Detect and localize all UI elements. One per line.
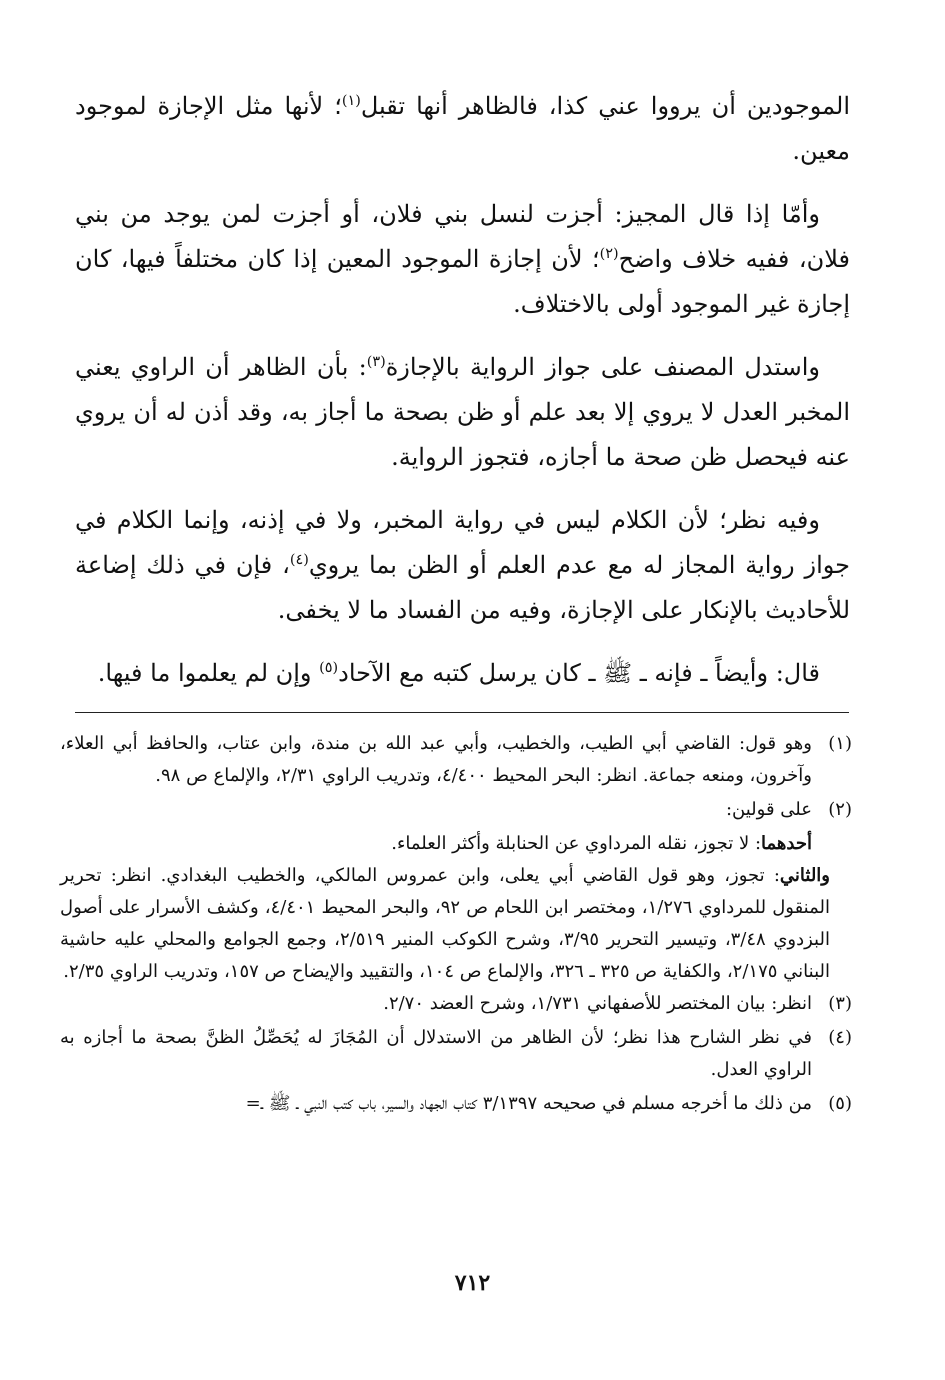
footnote-2 bbox=[60, 794, 852, 826]
paragraph-3 bbox=[75, 345, 850, 480]
p1-tail: ؛ لأنها مثل الإجازة لموجود معين. bbox=[75, 92, 850, 165]
footnote-number: (٣) bbox=[828, 993, 852, 1014]
footnote-number: (٤) bbox=[828, 1027, 852, 1048]
footnote-5 bbox=[60, 1088, 852, 1120]
footnote-text: من ذلك ما أخرجه مسلم في صحيحه ٣/١٣٩٧ كتاب الجهاد والسير، باب كتب النبي ـ ﷺ ـ= bbox=[245, 1093, 812, 1114]
p1-text: الموجودين أن يرووا عني كذا، فالظاهر أنها تقبل bbox=[360, 92, 850, 120]
p5-tail: وإن لم يعلموا ما فيها. bbox=[97, 659, 320, 687]
footnote-text: على قولين: bbox=[725, 799, 812, 820]
paragraph-1 bbox=[75, 84, 850, 174]
p5-text: قال: وأيضاً ـ فإنه ـ ﷺ ـ كان يرسل كتبه مع الآحاد bbox=[338, 659, 820, 687]
paragraph-4 bbox=[75, 498, 850, 633]
footnote-2-second-opinion bbox=[60, 860, 852, 988]
footnote-ref-3[interactable]: (٣) bbox=[366, 354, 386, 370]
footnote-number: (١) bbox=[828, 733, 852, 754]
footnote-ref-5[interactable]: (٥) bbox=[319, 660, 339, 676]
p4-tail: ، فإن في ذلك إضاعة للأحاديث بالإنكار على الإجازة، وفيه من الفساد ما لا يخفى. bbox=[75, 551, 850, 624]
page-number: ٧١٢ bbox=[454, 1270, 491, 1296]
footnote-text: وهو قول: القاضي أبي الطيب، والخطيب، وأبي عبد الله بن مندة، وابن عتاب، والحافظ أبي العلاء، وآخرون، ومنعه جماعة. انظر: البحر المحيط ٤/٤٠٠، وتدريب الراوي ٢/٣١، والإلماع ص ٩٨. bbox=[60, 733, 812, 786]
p2-text: وأمّا إذا قال المجيز: أجزت لنسل بني فلان، أو أجزت لمن يوجد من بني فلان، ففيه خلاف واضح bbox=[75, 200, 850, 273]
opinion-text: : تجوز، وهو قول القاضي أبي يعلى، وابن عمروس المالكي، والخطيب البغدادي. انظر: تحرير المنقول للمرداوي ١/٢٧٦، ومختصر ابن اللحام ص ٩٢، والبحر المحيط ٤/٤٠١، وكشف الأسرار على أصول البزدوي ٣/٤٨، وتيسير التحرير ٣/٩٥، وشرح الكوكب المنير ٢/٥١٩، وجمع الجوامع والمحلي عليه حاشية البناني ٢/١٧٥، والكفاية ص ٣٢٥ ـ ٣٢٦، والإلماع ص ١٠٤، والتقييد والإيضاح ص ١٥٧، وتدريب الراوي ٢/٣٥. bbox=[60, 865, 830, 982]
footnote-2-first-opinion bbox=[60, 828, 852, 860]
footnote-1 bbox=[60, 728, 852, 792]
p2-tail: ؛ لأن إجازة الموجود المعين إذا كان مختلفاً فيها، كان إجازة غير الموجود أولى بالاختلاف. bbox=[75, 245, 850, 318]
paragraph-5 bbox=[75, 651, 850, 696]
footnotes bbox=[60, 728, 852, 1122]
p4-text: وفيه نظر؛ لأن الكلام ليس في رواية المخبر، ولا في إذنه، وإنما الكلام في جواز رواية المجاز له مع عدم العلم أو الظن بما يروي bbox=[75, 506, 851, 579]
footnote-number: (٥) bbox=[828, 1093, 852, 1114]
footnote-ref-4[interactable]: (٤) bbox=[289, 552, 309, 568]
footnote-text: في نظر الشارح هذا نظر؛ لأن الظاهر من الاستدلال أن المُجَازَ له يُحَصِّلُ الظنَّ بصحة ما أجازه به الراوي العدل. bbox=[60, 1027, 812, 1080]
footnote-divider bbox=[75, 712, 849, 713]
p3-text: واستدل المصنف على جواز الرواية بالإجازة bbox=[385, 353, 821, 381]
footnote-3 bbox=[60, 988, 852, 1020]
opinion-label: والثاني bbox=[779, 865, 830, 886]
main-text bbox=[75, 84, 850, 714]
paragraph-2 bbox=[75, 192, 850, 327]
opinion-label: أحدهما bbox=[761, 833, 812, 854]
footnote-text: انظر: بيان المختصر للأصفهاني ١/٧٣١، وشرح العضد ٢/٧٠. bbox=[383, 993, 812, 1014]
footnote-ref-1[interactable]: (١) bbox=[341, 93, 361, 109]
opinion-text: : لا تجوز، نقله المرداوي عن الحنابلة وأكثر العلماء. bbox=[391, 833, 762, 854]
footnote-number: (٢) bbox=[828, 799, 852, 820]
footnote-4 bbox=[60, 1022, 852, 1086]
footnote-ref-2[interactable]: (٢) bbox=[599, 246, 619, 262]
p3-tail: : بأن الظاهر أن الراوي يعني المخبر العدل لا يروي إلا بعد علم أو ظن بصحة ما أجاز به، وقد أذن له أن يروي عنه فيحصل ظن صحة ما أجازه، فتجوز الرواية. bbox=[75, 353, 850, 471]
